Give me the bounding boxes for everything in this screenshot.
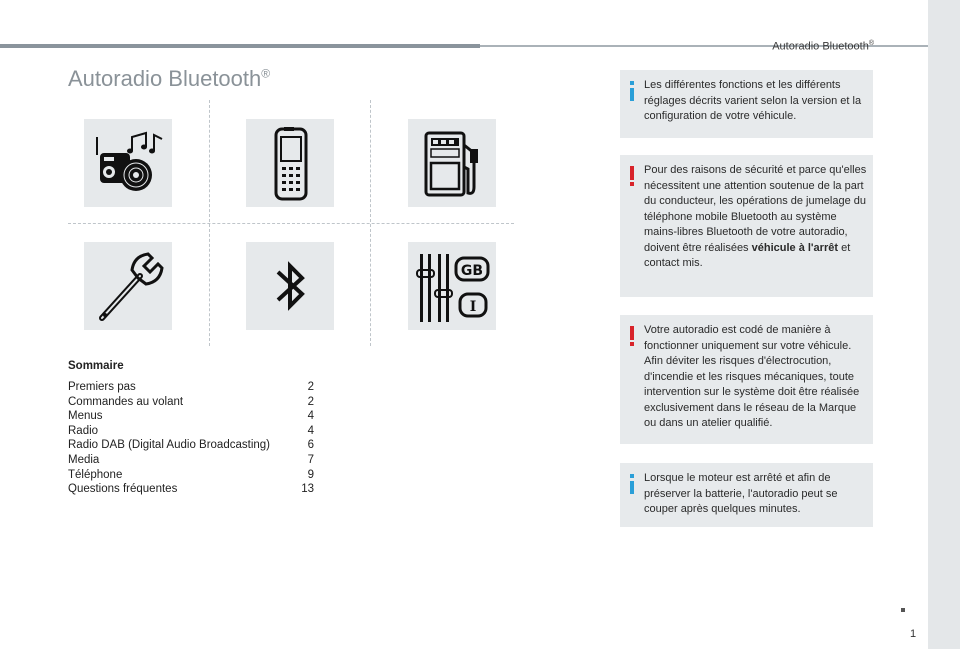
toc-item[interactable]: Media 7 bbox=[68, 453, 314, 466]
toc-item[interactable]: Radio 4 bbox=[68, 424, 314, 437]
toc-item[interactable]: Radio DAB (Digital Audio Broadcasting) 6 bbox=[68, 439, 314, 452]
toc-item[interactable]: Téléphone 9 bbox=[68, 468, 314, 481]
mobile-phone-icon bbox=[250, 123, 330, 203]
tile-radio[interactable] bbox=[84, 119, 172, 207]
warning-note: Pour des raisons de sécurité et parce qu'elles nécessitent une attention soutenue de la part du conducteur, les opérations de jumelage du téléphone mobile Bluetooth au système mains-libres Bluetooth de votre autoradio, doivent être réalisées véhicule à l'arrêt et contact mis. bbox=[620, 155, 873, 297]
toc-item[interactable]: Questions fréquentes 13 bbox=[68, 483, 314, 496]
fuel-pump-icon bbox=[412, 123, 492, 203]
page-number: 1 bbox=[910, 628, 917, 640]
grid-divider bbox=[68, 223, 514, 224]
bluetooth-icon bbox=[250, 246, 330, 326]
settings-language-icon bbox=[412, 246, 492, 326]
tile-settings[interactable] bbox=[84, 242, 172, 330]
svg-text:I: I bbox=[469, 299, 477, 315]
tile-fuel[interactable] bbox=[408, 119, 496, 207]
table-of-contents bbox=[68, 360, 314, 497]
side-band bbox=[928, 0, 960, 649]
warning-note: Votre autoradio est codé de manière à fonctionner uniquement sur votre véhicule. Afin déviter les risques d'électrocution, d'incendie et les risques mécaniques, toute intervention sur le système doit être réalisée exclusivement dans le réseau de la Marque ou dans un atelier qualifié. bbox=[620, 315, 873, 444]
info-icon bbox=[627, 473, 637, 495]
warning-icon bbox=[627, 165, 637, 187]
page-marker bbox=[901, 608, 905, 612]
toc-item[interactable]: Commandes au volant 2 bbox=[68, 395, 314, 408]
warning-icon bbox=[627, 325, 637, 347]
icon-grid bbox=[68, 100, 514, 350]
tile-configuration[interactable] bbox=[408, 242, 496, 330]
toc-item[interactable]: Premiers pas 2 bbox=[68, 381, 314, 393]
info-note: Les différentes fonctions et les différents réglages décrits varient selon la version et la configuration de votre véhicule. bbox=[620, 70, 873, 138]
tile-telephone[interactable] bbox=[246, 119, 334, 207]
wrench-icon bbox=[88, 246, 168, 326]
running-header: Autoradio Bluetooth® bbox=[772, 40, 874, 53]
info-note: Lorsque le moteur est arrêté et afin de préserver la batterie, l'autoradio peut se couper après quelques minutes. bbox=[620, 463, 873, 527]
header-rule bbox=[0, 44, 480, 48]
svg-text:GB: GB bbox=[460, 263, 484, 279]
toc-item[interactable]: Menus 4 bbox=[68, 410, 314, 423]
tile-bluetooth[interactable] bbox=[246, 242, 334, 330]
info-icon bbox=[627, 80, 637, 102]
toc-title: Sommaire bbox=[68, 360, 124, 372]
page-title: Autoradio Bluetooth® bbox=[68, 66, 271, 91]
radio-music-icon bbox=[88, 123, 168, 203]
